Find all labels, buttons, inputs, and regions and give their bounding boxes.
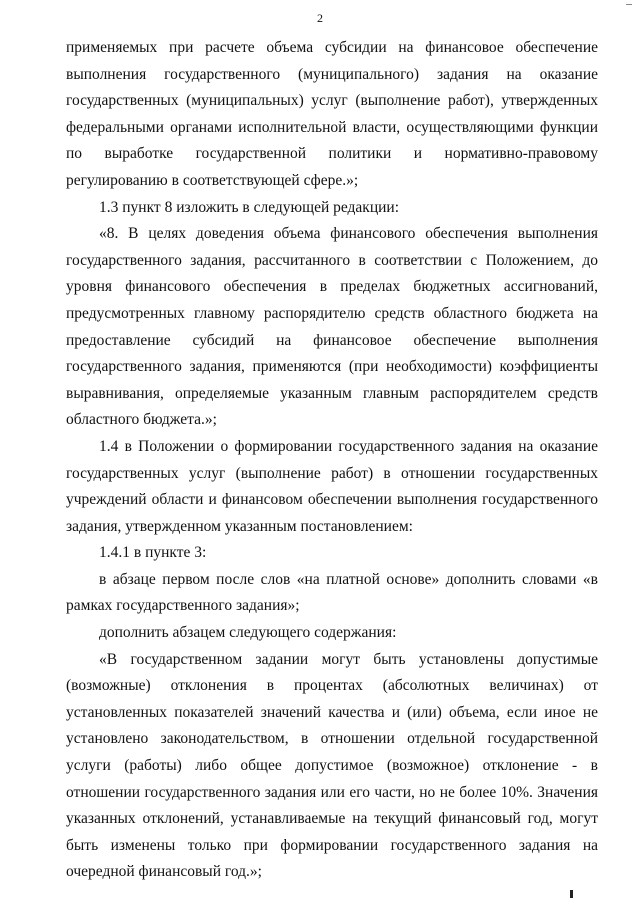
paragraph-abzac-first: в абзаце первом после слов «на платной основе» дополнить словами «в рамках государственного задания»; [66, 570, 598, 615]
paragraph-1-3: 1.3 пункт 8 изложить в следующей редакции: [99, 198, 400, 216]
paragraph-point-8: «8. В целях доведения объема финансового обеспечения выполнения государственного задания, рассчитанного в соответствии с Положением, до уровня финансового обеспечения в пределах бюджетных ассигнований, предусмотренных главному распорядителю средств областного бюджета на предоставление субсидий на финансовое обеспечение выполнения государственного задания, применяются (при необходимости) коэффициенты выравнивания, определяемые указанным главным распорядителем средств областного бюджета.»; [66, 225, 598, 429]
paragraph-1-4: 1.4 в Положении о формировании государственного задания на оказание государственных услуг (выполнение работ) в отношении государственных учреждений области и финансовом обеспечении выполнения государственного задания, утвержденном указанным постановлением: [66, 437, 598, 535]
paragraph-add-abzac: дополнить абзацем следующего содержания: [99, 624, 397, 642]
paragraph-quote-deviations: «В государственном задании могут быть установлены допустимые (возможные) отклонения в процентах (абсолютных величинах) от установленных показателей значений качества и (или) объема, если иное не установлено законодательством, в отношении отдельной государственной услуги (работы) либо общее допустимое (возможное) отклонение - в отношении государственного задания или его части, но не более 10%. Значения указанных отклонений, устанавливаемые на текущий финансовый год, могут быть изменены только при формировании государственного задания на очередной финансовый год.»; [66, 650, 598, 881]
page-number: 2 [317, 11, 323, 25]
document-body [66, 35, 598, 886]
corner-mark [626, 0, 632, 5]
paragraph-continuation: применяемых при расчете объема субсидии на финансовое обеспечение выполнения государственного (муниципального) задания на оказание государственных (муниципальных) услуг (выполнение работ), утвержденных федеральными органами исполнительной власти, осуществляющими функции по выработке государственной политики и нормативно-правовому регулированию в соответствующей сфере.»; [66, 39, 598, 189]
paragraph-1-4-1: 1.4.1 в пункте 3: [99, 544, 207, 562]
scan-mark [570, 890, 573, 898]
